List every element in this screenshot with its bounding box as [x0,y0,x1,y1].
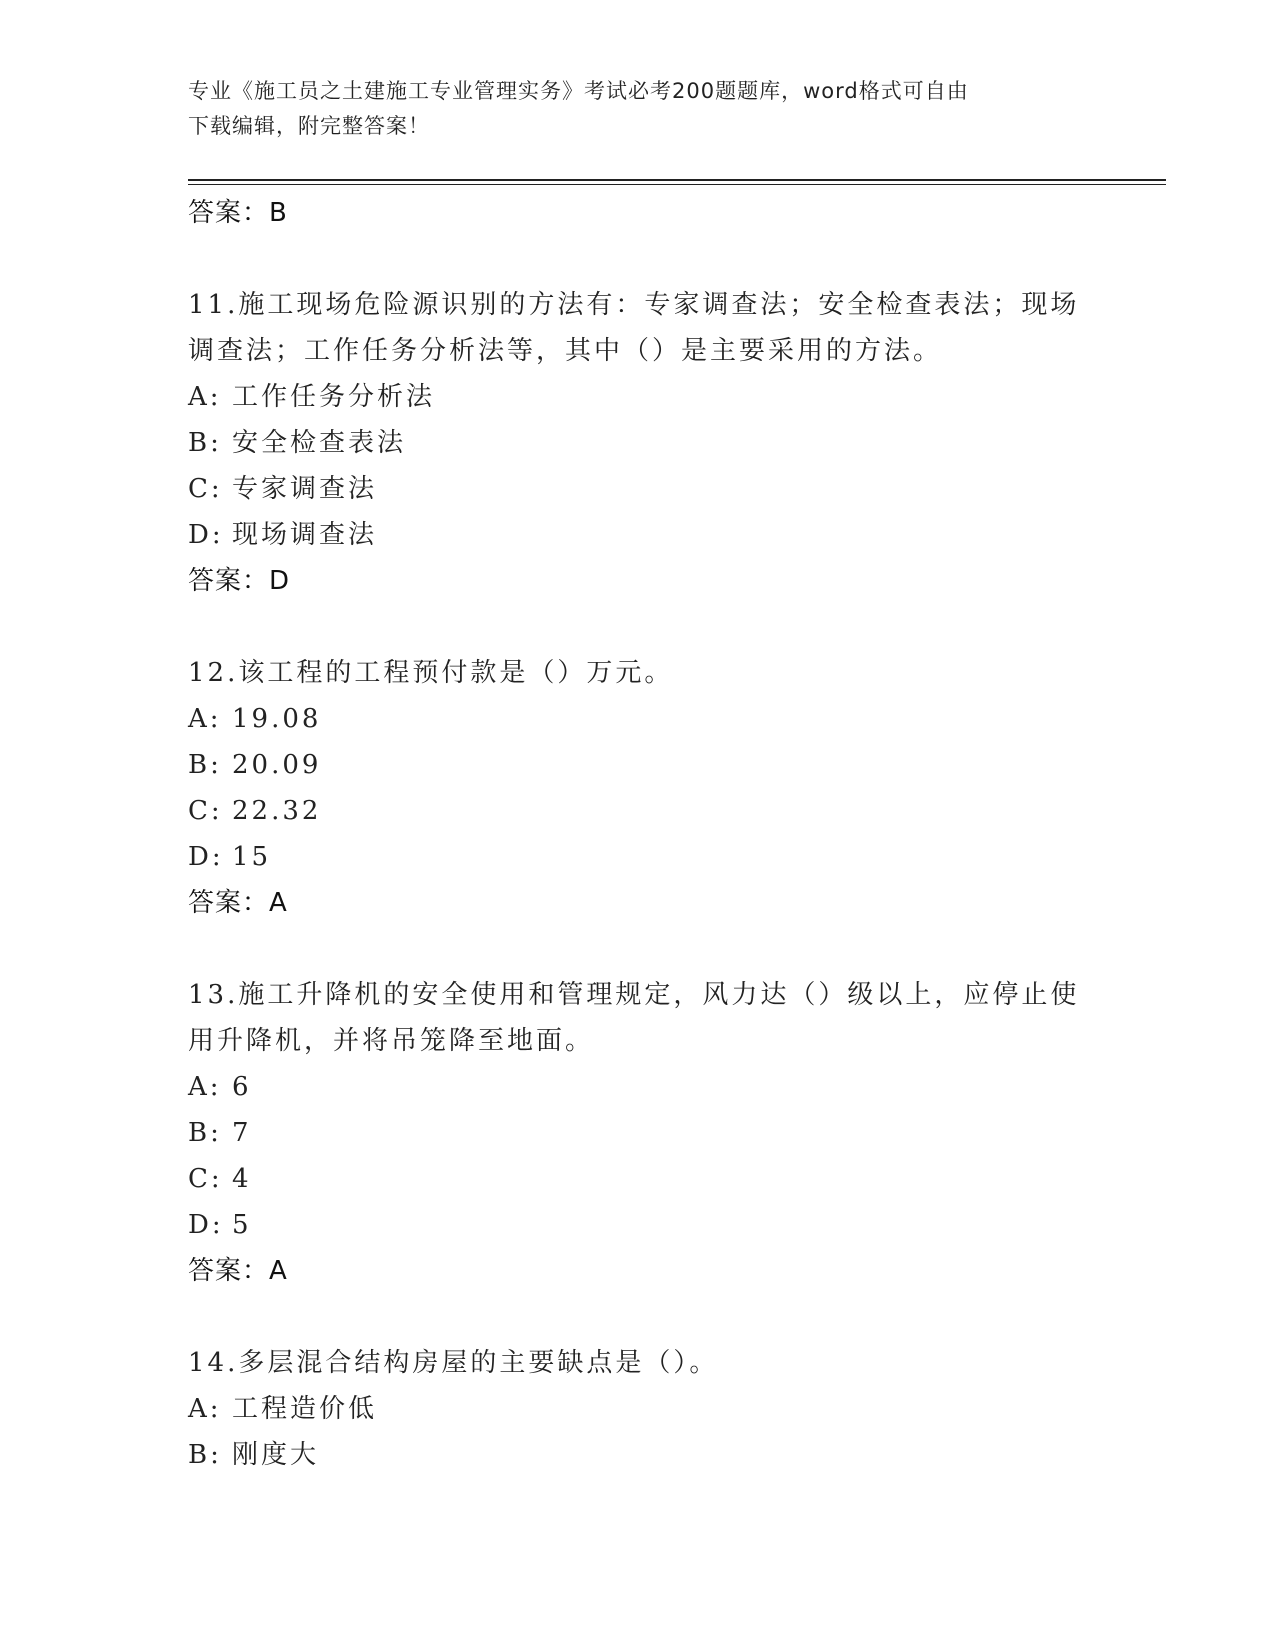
question-stem-line: 调查法；工作任务分析法等，其中（）是主要采用的方法。 [188,336,943,366]
question-stem-line: 12.该工程的工程预付款是（）万元。 [188,658,674,688]
answer: 答案：A [188,888,288,918]
option-text: 工作任务分析法 [232,382,436,412]
option-c [188,466,1088,512]
option-b [188,1110,1088,1156]
option-a [188,374,1088,420]
answer: 答案：A [188,1256,288,1286]
answer: 答案：D [188,566,291,596]
option-letter: B: [188,1118,222,1148]
option-d [188,512,1088,558]
option-letter: D: [188,842,224,872]
question-stem-line: 14.多层混合结构房屋的主要缺点是（）。 [188,1348,719,1378]
question-12 [188,650,1088,926]
option-letter: B: [188,750,222,780]
question-stem-line: 13.施工升降机的安全使用和管理规定，风力达（）级以上，应停止使 [188,980,1080,1010]
spacer [188,926,1088,972]
option-letter: B: [188,1440,222,1470]
option-d [188,1202,1088,1248]
header-line-2: 下载编辑，附完整答案！ [188,114,430,138]
option-text: 刚度大 [232,1440,320,1470]
question-list [188,190,1088,1478]
previous-answer: 答案：B [188,198,288,228]
option-b [188,742,1088,788]
spacer [188,236,1088,282]
question-stem-line: 11.施工现场危险源识别的方法有：专家调查法；安全检查表法；现场 [188,290,1080,320]
option-text: 20.09 [232,750,322,780]
option-letter: B: [188,428,222,458]
option-text: 5 [232,1210,252,1240]
question-stem-line: 用升降机，并将吊笼降至地面。 [188,1026,595,1056]
option-text: 现场调查法 [232,520,378,550]
spacer [188,1294,1088,1340]
header-rule-thin [188,184,1166,185]
option-letter: C: [188,796,223,826]
question-14 [188,1340,1088,1478]
question-13 [188,972,1088,1294]
option-a [188,1386,1088,1432]
option-a [188,1064,1088,1110]
header-rule-thick [188,179,1166,181]
option-letter: D: [188,520,224,550]
option-text: 6 [232,1072,252,1102]
question-11 [188,282,1088,604]
option-text: 专家调查法 [232,474,378,504]
option-text: 7 [232,1118,252,1148]
option-letter: D: [188,1210,224,1240]
option-letter: C: [188,474,223,504]
option-text: 安全检查表法 [232,428,407,458]
option-b [188,1432,1088,1478]
option-c [188,788,1088,834]
option-letter: A: [188,704,222,734]
option-text: 19.08 [232,704,322,734]
option-b [188,420,1088,466]
option-d [188,834,1088,880]
option-letter: A: [188,1394,222,1424]
option-letter: C: [188,1164,223,1194]
option-letter: A: [188,382,222,412]
option-text: 工程造价低 [232,1394,378,1424]
header-line-1: 专业《施工员之土建施工专业管理实务》考试必考200题题库，word格式可自由 [188,79,969,103]
option-letter: A: [188,1072,222,1102]
option-c [188,1156,1088,1202]
option-text: 15 [232,842,272,872]
document-header [188,74,1088,144]
option-text: 4 [232,1164,252,1194]
option-text: 22.32 [232,796,322,826]
spacer [188,604,1088,650]
option-a [188,696,1088,742]
